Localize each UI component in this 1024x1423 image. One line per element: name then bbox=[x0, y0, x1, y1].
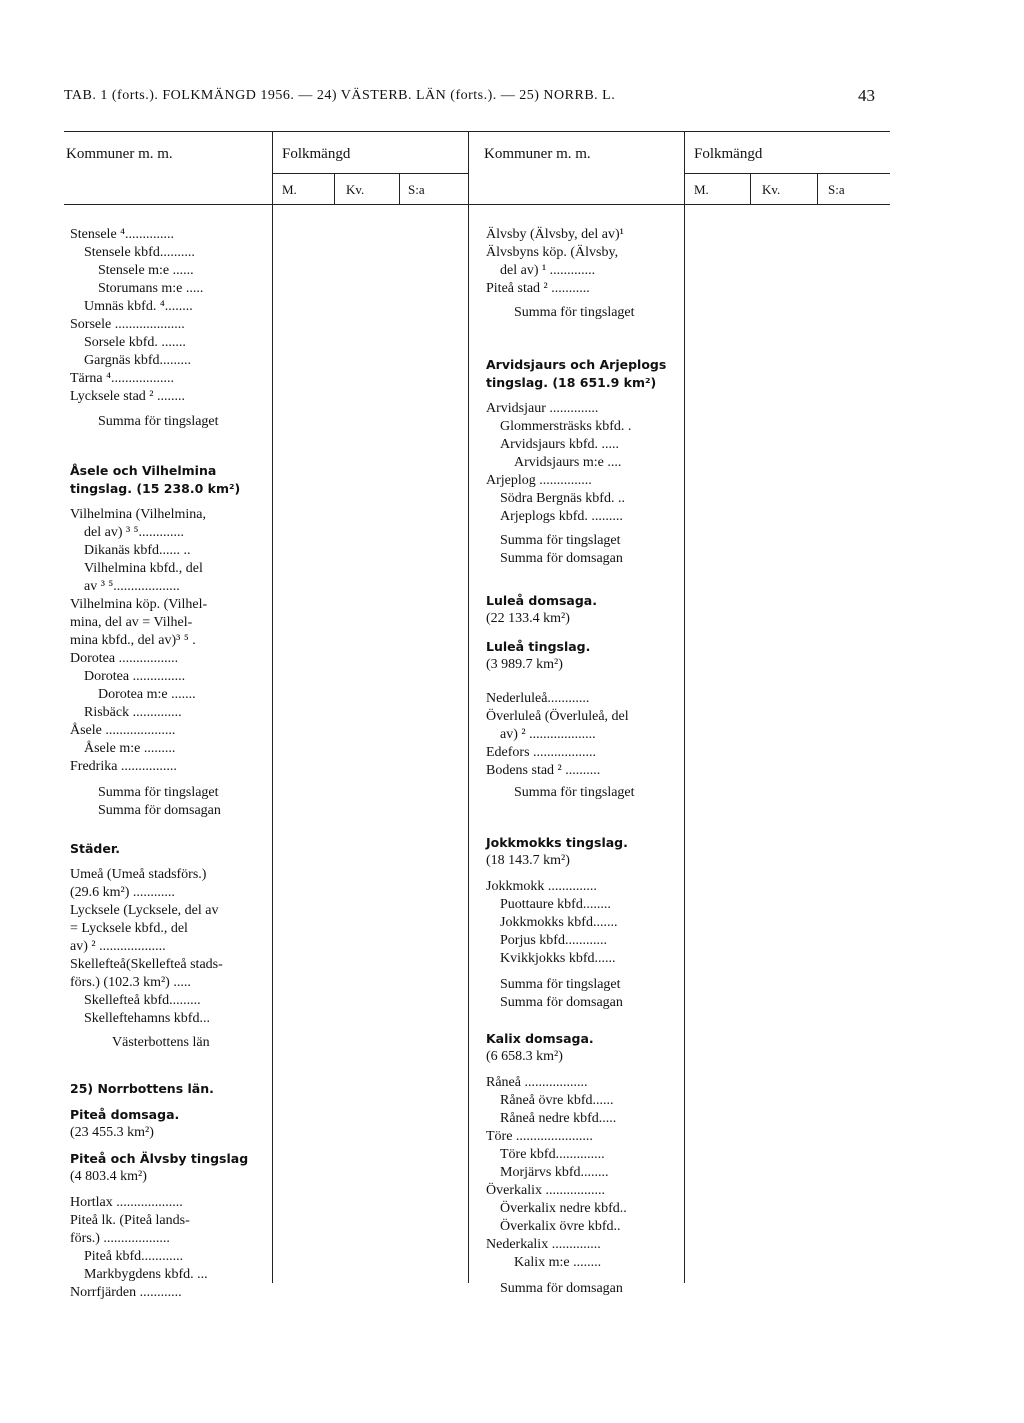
row-label: Gargnäs kbfd......... bbox=[84, 353, 192, 368]
row-label: Bodens stad ² .......... bbox=[486, 763, 601, 778]
row-label: Hortlax ................... bbox=[70, 1195, 183, 1210]
row-label: Råneå .................. bbox=[486, 1075, 588, 1090]
row-label: Summa för domsagan bbox=[500, 995, 623, 1010]
row-label: Töre ...................... bbox=[486, 1129, 593, 1144]
row-label: Lycksele stad ² ........ bbox=[70, 389, 186, 404]
row-label: av) ² ................... bbox=[500, 727, 596, 742]
row-label: Råneå nedre kbfd..... bbox=[500, 1111, 617, 1126]
row-label: Vilhelmina (Vilhelmina, bbox=[70, 507, 206, 522]
top-rule bbox=[64, 131, 890, 132]
row-label: Summa för tingslaget bbox=[500, 533, 621, 548]
row-label: Arvidsjaur .............. bbox=[486, 401, 599, 416]
row-label: Vilhelmina köp. (Vilhel- bbox=[70, 597, 208, 612]
row-label: = Lycksele kbfd., del bbox=[70, 921, 188, 936]
row-label: Piteå kbfd............ bbox=[84, 1249, 184, 1264]
row-label: Porjus kbfd............ bbox=[500, 933, 607, 948]
row-label: Vilhelmina kbfd., del bbox=[84, 561, 203, 576]
row-label: Kvikkjokks kbfd...... bbox=[500, 951, 616, 966]
row-label: tingslag. (15 238.0 km²) bbox=[70, 481, 241, 496]
row-label: Överkalix nedre kbfd.. bbox=[500, 1201, 627, 1216]
header-kommuner-right: Kommuner m. m. bbox=[484, 146, 591, 162]
row-label: tingslag. (18 651.9 km²) bbox=[486, 375, 657, 390]
row-label: Älvsby (Älvsby, del av)¹ bbox=[486, 227, 624, 242]
row-label: Dorotea ................. bbox=[70, 651, 179, 666]
header-kommuner-left: Kommuner m. m. bbox=[66, 146, 173, 162]
row-label: Umnäs kbfd. ⁴........ bbox=[84, 299, 193, 314]
row-label: Nederkalix .............. bbox=[486, 1237, 601, 1252]
row-label: Sorsele kbfd. ....... bbox=[84, 335, 186, 350]
row-label: Dorotea ............... bbox=[84, 669, 186, 684]
row-label: Dorotea m:e ....... bbox=[98, 687, 196, 702]
col-divider bbox=[334, 173, 335, 204]
row-label: förs.) ................... bbox=[70, 1231, 170, 1246]
header-bottom-rule bbox=[64, 204, 890, 205]
subhead-rule-right bbox=[684, 173, 890, 174]
row-label: Överluleå (Överluleå, del bbox=[486, 709, 629, 724]
row-label: Jokkmokk .............. bbox=[486, 879, 597, 894]
row-label: Överkalix ................. bbox=[486, 1183, 605, 1198]
row-label: Arvidsjaurs m:e .... bbox=[514, 455, 622, 470]
header-m-right: M. bbox=[694, 182, 709, 197]
header-kv-left: Kv. bbox=[346, 182, 365, 197]
row-label: Arvidsjaurs kbfd. ..... bbox=[500, 437, 619, 452]
row-label: Umeå (Umeå stadsförs.) bbox=[70, 867, 207, 882]
row-label: Södra Bergnäs kbfd. .. bbox=[500, 491, 625, 506]
row-label: Summa för tingslaget bbox=[98, 785, 219, 800]
col-divider bbox=[272, 131, 273, 1283]
row-label: Summa för tingslaget bbox=[500, 977, 621, 992]
row-label: Norrfjärden ............ bbox=[70, 1285, 182, 1300]
row-label: förs.) (102.3 km²) ..... bbox=[70, 975, 191, 990]
row-label: Älvsbyns köp. (Älvsby, bbox=[486, 245, 619, 260]
col-divider bbox=[817, 173, 818, 204]
row-label: Storumans m:e ..... bbox=[98, 281, 204, 296]
row-label: Summa för domsagan bbox=[500, 551, 623, 566]
row-label: Sorsele .................... bbox=[70, 317, 185, 332]
row-label: (4 803.4 km²) bbox=[70, 1169, 147, 1184]
header-m-left: M. bbox=[282, 182, 297, 197]
row-label: Jokkmokks kbfd....... bbox=[500, 915, 618, 930]
row-label: Åsele och Vilhelmina bbox=[70, 463, 217, 478]
subhead-rule-left bbox=[272, 173, 468, 174]
row-label: Summa för tingslaget bbox=[514, 785, 635, 800]
row-label: Stensele ⁴.............. bbox=[70, 227, 175, 242]
row-label: Kalix domsaga. bbox=[486, 1031, 594, 1046]
row-label: Västerbottens län bbox=[112, 1035, 210, 1050]
row-label: (18 143.7 km²) bbox=[486, 853, 570, 868]
row-label: Puottaure kbfd........ bbox=[500, 897, 611, 912]
row-label: mina kbfd., del av)³ ⁵ . bbox=[70, 633, 196, 648]
row-label: Risbäck .............. bbox=[84, 705, 182, 720]
row-label: Arjeplog ............... bbox=[486, 473, 592, 488]
row-label: Piteå domsaga. bbox=[70, 1107, 180, 1122]
row-label: mina, del av = Vilhel- bbox=[70, 615, 193, 630]
row-label: Nederluleå............ bbox=[486, 691, 590, 706]
row-label: Tärna ⁴.................. bbox=[70, 371, 175, 386]
row-label: Summa för domsagan bbox=[98, 803, 221, 818]
row-label: av ³ ⁵................... bbox=[84, 579, 180, 594]
row-label: del av) ³ ⁵............. bbox=[84, 525, 185, 540]
row-label: Kalix m:e ........ bbox=[514, 1255, 602, 1270]
header-folkmangd-right: Folkmängd bbox=[694, 146, 763, 162]
row-label: Töre kbfd.............. bbox=[500, 1147, 605, 1162]
row-label: Skellefteå(Skellefteå stads- bbox=[70, 957, 223, 972]
row-label: (22 133.4 km²) bbox=[486, 611, 570, 626]
row-label: 25) Norrbottens län. bbox=[70, 1081, 214, 1096]
row-label: Skelleftehamns kbfd... bbox=[84, 1011, 210, 1026]
row-label: Stensele m:e ...... bbox=[98, 263, 194, 278]
row-label: del av) ¹ ............. bbox=[500, 263, 596, 278]
row-label: Summa för domsagan bbox=[500, 1281, 623, 1296]
row-label: Edefors .................. bbox=[486, 745, 597, 760]
row-label: Piteå stad ² ........... bbox=[486, 281, 590, 296]
row-label: Arjeplogs kbfd. ......... bbox=[500, 509, 623, 524]
page-number: 43 bbox=[858, 86, 875, 105]
row-label: Fredrika ................ bbox=[70, 759, 177, 774]
row-label: Luleå tingslag. bbox=[486, 639, 591, 654]
header-folkmangd-left: Folkmängd bbox=[282, 146, 351, 162]
row-label: Markbygdens kbfd. ... bbox=[84, 1267, 208, 1282]
row-label: Summa för tingslaget bbox=[514, 305, 635, 320]
row-label: Skellefteå kbfd......... bbox=[84, 993, 201, 1008]
row-label: Arvidsjaurs och Arjeplogs bbox=[486, 357, 667, 372]
row-label: Jokkmokks tingslag. bbox=[486, 835, 628, 850]
row-label: Åsele m:e ......... bbox=[84, 741, 176, 756]
row-label: Städer. bbox=[70, 841, 120, 856]
header-sa-left: S:a bbox=[408, 182, 425, 197]
row-label: Piteå och Älvsby tingslag bbox=[70, 1151, 249, 1166]
row-label: Summa för tingslaget bbox=[98, 414, 219, 429]
row-label: (23 455.3 km²) bbox=[70, 1125, 154, 1140]
row-label: Glommersträsks kbfd. . bbox=[500, 419, 632, 434]
row-label: Överkalix övre kbfd.. bbox=[500, 1219, 621, 1234]
row-label: Åsele .................... bbox=[70, 723, 176, 738]
row-label: Luleå domsaga. bbox=[486, 593, 597, 608]
col-divider bbox=[399, 173, 400, 204]
row-label: Dikanäs kbfd...... .. bbox=[84, 543, 191, 558]
row-label: (6 658.3 km²) bbox=[486, 1049, 563, 1064]
row-label: (29.6 km²) ............ bbox=[70, 885, 175, 900]
row-label: Stensele kbfd.......... bbox=[84, 245, 195, 260]
col-divider bbox=[468, 131, 469, 1283]
page-header: TAB. 1 (forts.). FOLKMÄNGD 1956. — 24) VÄSTERB. LÄN (forts.). — 25) NORRB. L. bbox=[64, 88, 616, 103]
header-sa-right: S:a bbox=[828, 182, 845, 197]
row-label: Piteå lk. (Piteå lands- bbox=[70, 1213, 190, 1228]
col-divider bbox=[684, 131, 685, 1283]
row-label: (3 989.7 km²) bbox=[486, 657, 563, 672]
row-label: Morjärvs kbfd........ bbox=[500, 1165, 609, 1180]
row-label: Lycksele (Lycksele, del av bbox=[70, 903, 219, 918]
row-label: av) ² ................... bbox=[70, 939, 166, 954]
col-divider bbox=[750, 173, 751, 204]
row-label: Råneå övre kbfd...... bbox=[500, 1093, 614, 1108]
header-kv-right: Kv. bbox=[762, 182, 781, 197]
